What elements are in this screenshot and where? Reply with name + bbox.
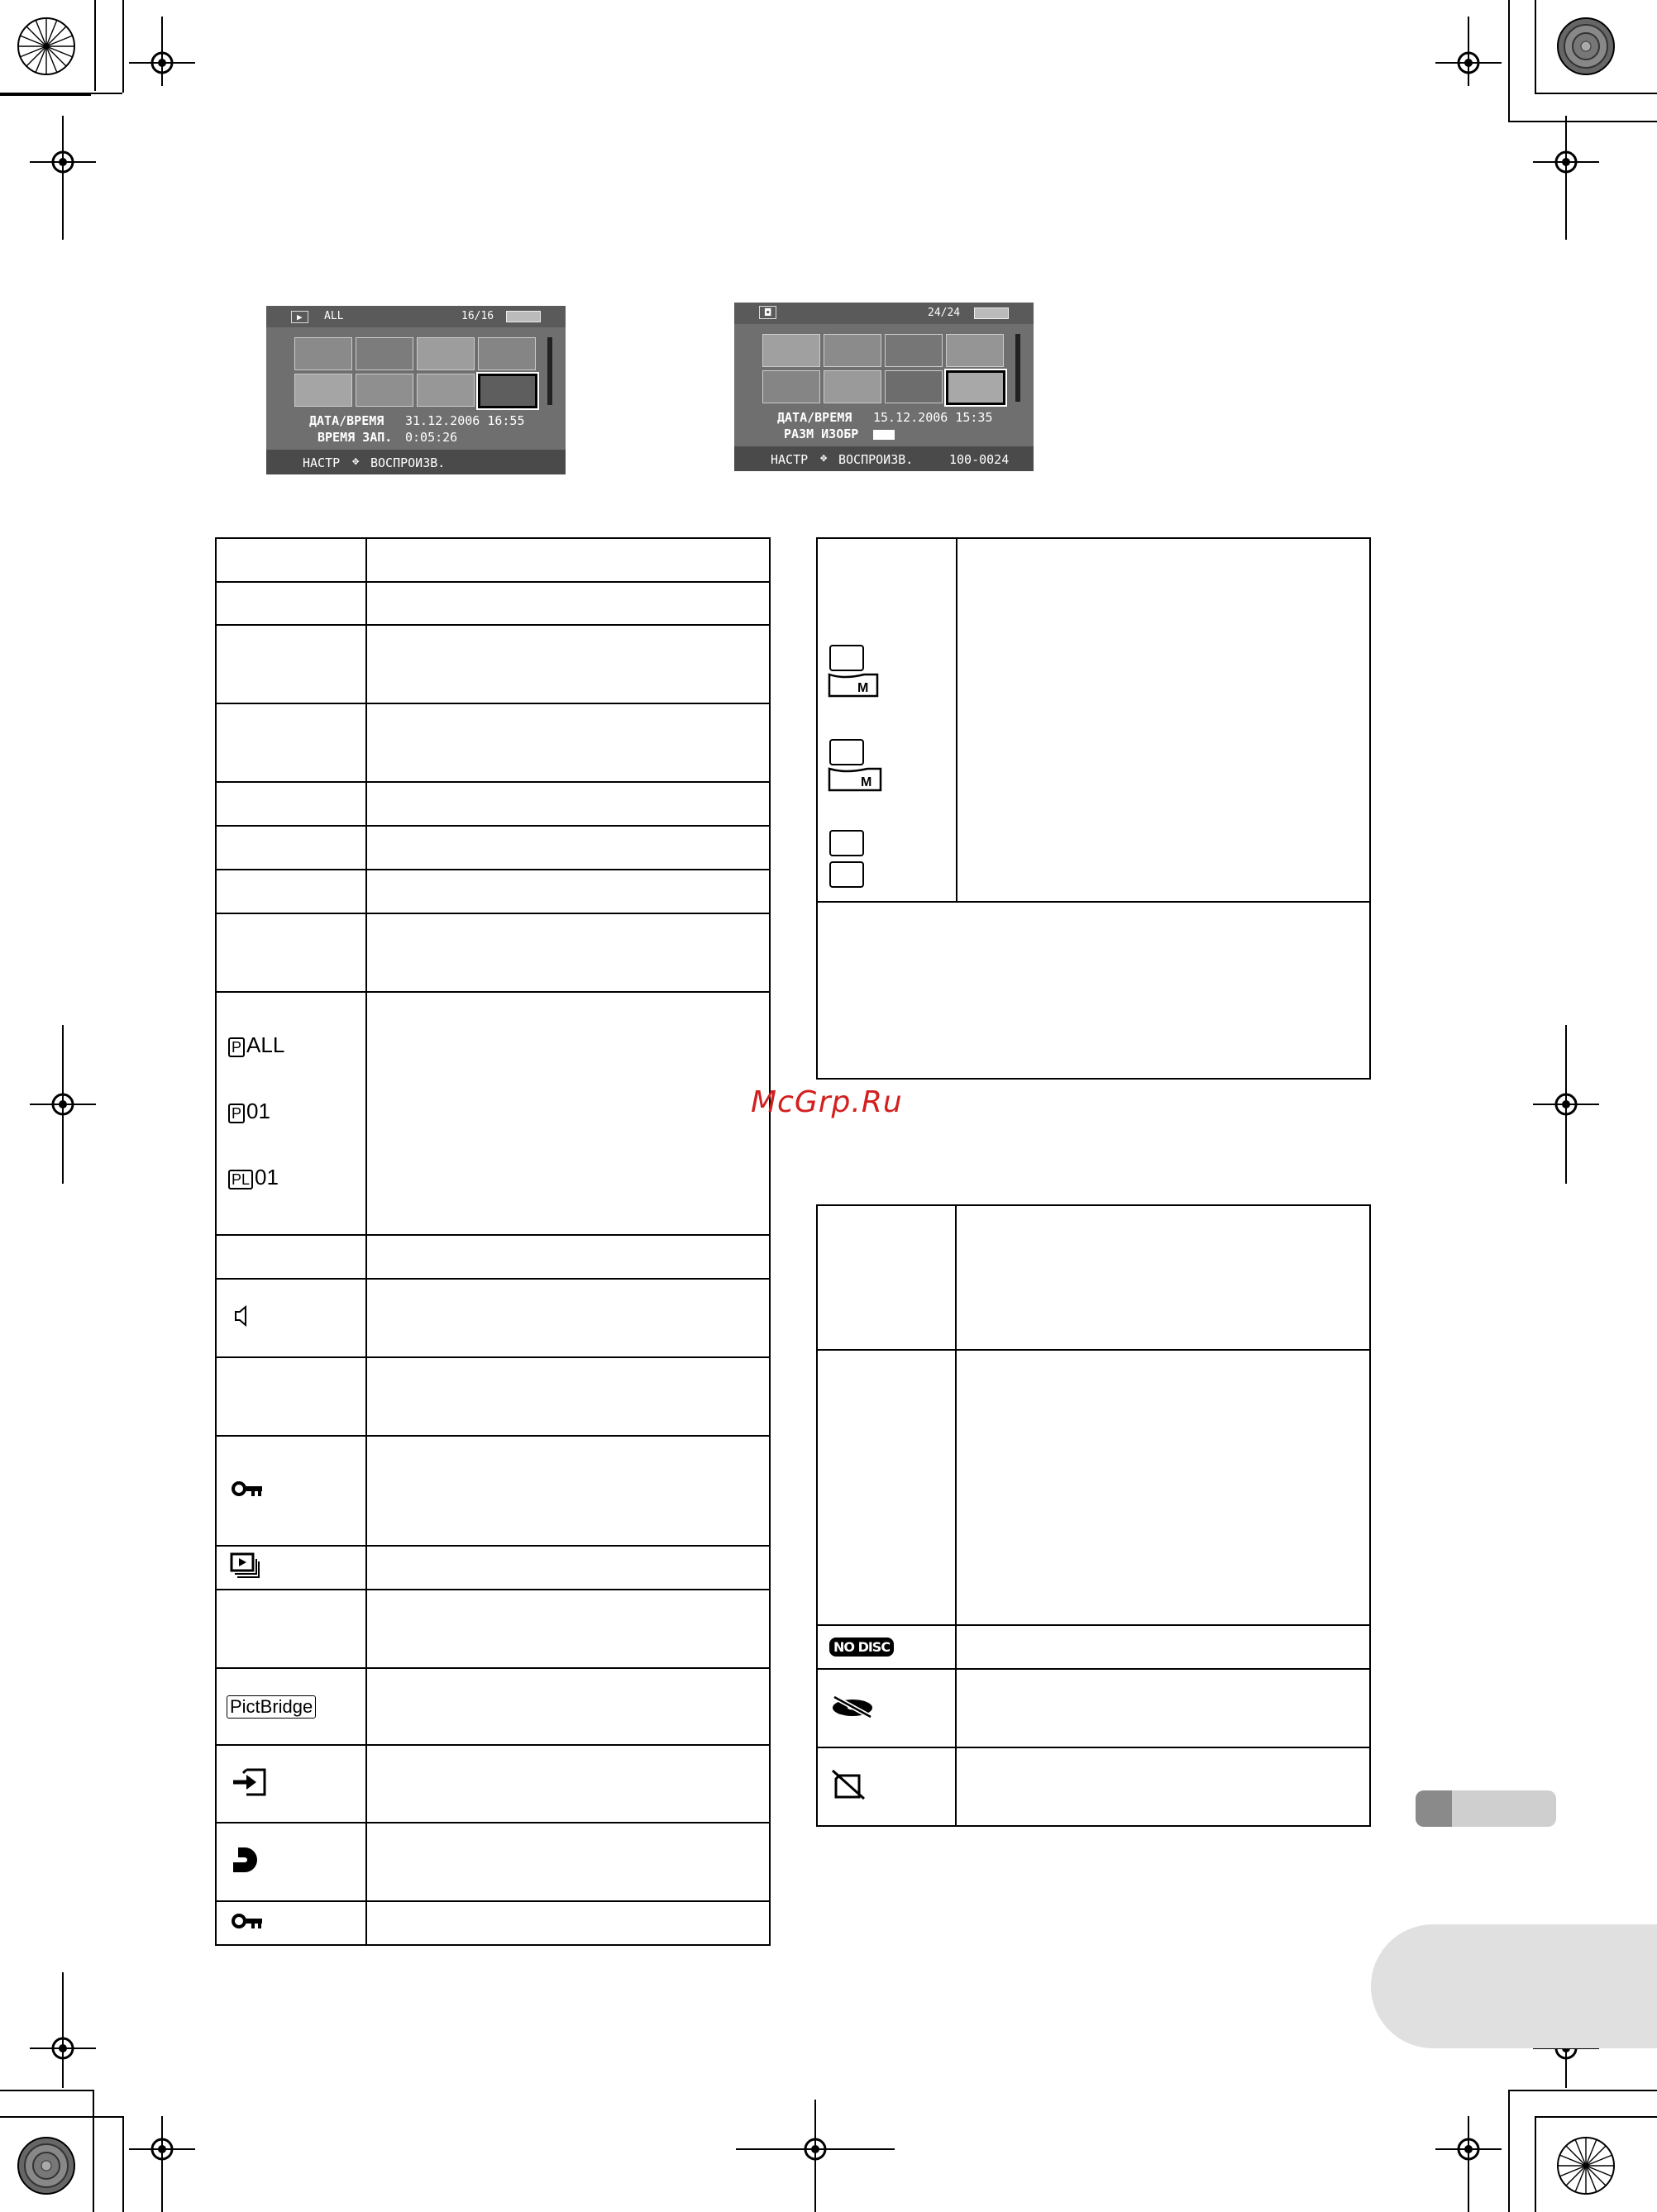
svg-text:M: M — [857, 681, 869, 695]
lcd-screen-video — [266, 306, 566, 474]
table-cell — [817, 1625, 956, 1669]
table-cell — [366, 1357, 770, 1436]
table-cell — [817, 1350, 956, 1625]
table-cell — [817, 1747, 956, 1826]
table-cell — [956, 1205, 1370, 1350]
registration-disc-icon — [1556, 17, 1616, 76]
table-cell — [957, 538, 1370, 902]
thumbnail-selected[interactable] — [478, 374, 537, 408]
section-tab-marker — [1416, 1790, 1452, 1827]
table-cell — [216, 1436, 366, 1546]
table-cell — [366, 1901, 770, 1945]
aspect-m-icon — [828, 671, 879, 698]
lcd-counter: 24/24 — [928, 307, 961, 319]
table-cell — [366, 625, 770, 703]
table-cell — [216, 538, 366, 582]
table-cell — [216, 1590, 366, 1668]
table-cell — [366, 582, 770, 625]
table-cell — [216, 782, 366, 826]
table-cell — [216, 1745, 366, 1823]
table-cell — [216, 1823, 366, 1901]
table-cell — [366, 782, 770, 826]
key-icon — [232, 1480, 265, 1498]
aspect-m-icon — [828, 765, 882, 792]
p-icon: P — [228, 1104, 245, 1123]
scrollbar[interactable] — [1015, 334, 1020, 402]
table-cell — [216, 1357, 366, 1436]
thumbnail[interactable] — [356, 337, 413, 370]
key-icon — [232, 1912, 265, 1930]
svg-text:M: M — [861, 775, 872, 789]
battery-icon — [974, 307, 1009, 319]
thumbnail[interactable] — [946, 334, 1004, 367]
lcd-top-bar — [266, 306, 566, 327]
aspect-box-icon — [829, 861, 864, 888]
thumbnail[interactable] — [294, 337, 352, 370]
insert-icon — [232, 1766, 268, 1798]
right-icon-table-top — [816, 537, 1371, 1080]
date-value: 31.12.2006 16:55 — [405, 413, 525, 428]
table-cell — [366, 1823, 770, 1901]
page-number-badge — [1371, 1924, 1657, 2048]
table-cell — [216, 1668, 366, 1745]
camera-icon: ◘ — [759, 306, 776, 319]
pictbridge-icon: PictBridge — [227, 1695, 316, 1719]
thumbnail[interactable] — [417, 374, 475, 407]
lcd-mode-label: ALL — [324, 310, 344, 322]
slideshow-icon — [230, 1552, 260, 1579]
date-label: ДАТА/ВРЕМЯ — [309, 413, 384, 428]
lcd-bottom-bar — [734, 446, 1034, 471]
thumbnail[interactable] — [478, 337, 536, 370]
table-cell — [216, 703, 366, 782]
date-value: 15.12.2006 15:35 — [873, 410, 993, 425]
table-cell — [366, 1745, 770, 1823]
battery-icon — [506, 311, 541, 322]
table-cell — [956, 1625, 1370, 1669]
table-cell — [956, 1747, 1370, 1826]
table-cell — [216, 992, 366, 1235]
scrollbar[interactable] — [547, 337, 552, 405]
table-cell — [216, 1546, 366, 1590]
disc-crossed-icon — [829, 1694, 876, 1719]
thumbnail-selected[interactable] — [946, 370, 1005, 405]
table-cell — [366, 538, 770, 582]
table-cell — [366, 1546, 770, 1590]
lcd-bottom-bar — [266, 450, 566, 474]
table-cell — [216, 625, 366, 703]
no-disc-icon: NO DISC — [829, 1638, 894, 1657]
table-cell — [366, 1668, 770, 1745]
table-cell — [216, 870, 366, 913]
aspect-box-icon — [829, 830, 864, 856]
date-label: ДАТА/ВРЕМЯ — [777, 410, 852, 425]
table-cell — [216, 582, 366, 625]
p-icon: P — [228, 1037, 245, 1057]
lcd-screen-photo — [734, 303, 1034, 471]
left-icon-table — [215, 537, 771, 1946]
table-cell — [366, 826, 770, 870]
table-cell — [956, 1669, 1370, 1747]
thumbnail[interactable] — [885, 334, 943, 367]
play-label: ВОСПРОИЗВ. — [838, 452, 914, 467]
playlist-all-icon: P ALL — [228, 1032, 284, 1058]
table-cell — [817, 1205, 956, 1350]
registration-wheel-icon — [1556, 2136, 1616, 2195]
lcd-top-bar — [734, 303, 1034, 324]
lcd-counter: 16/16 — [461, 310, 494, 322]
table-cell — [366, 1279, 770, 1357]
table-cell — [366, 870, 770, 913]
aspect-box-icon — [829, 739, 864, 765]
thumbnail[interactable] — [762, 370, 820, 403]
joystick-icon: ✥ — [352, 455, 360, 468]
table-cell — [216, 1235, 366, 1279]
table-cell — [366, 1436, 770, 1546]
playlist-01-icon: P 01 — [228, 1099, 270, 1124]
size-label: РАЗМ ИЗОБР — [784, 427, 859, 441]
picture-size-icon — [873, 430, 895, 440]
table-cell — [956, 1350, 1370, 1625]
table-cell — [216, 913, 366, 992]
registration-wheel-icon — [17, 17, 76, 76]
table-cell — [216, 1279, 366, 1357]
table-cell — [366, 1590, 770, 1668]
watermark: McGrp.Ru — [751, 1085, 903, 1119]
thumbnail[interactable] — [356, 374, 413, 407]
playlist-pl01-icon: PL 01 — [228, 1165, 279, 1190]
file-number: 100-0024 — [949, 452, 1010, 467]
table-cell — [817, 1669, 956, 1747]
thumbnail[interactable] — [824, 370, 881, 403]
table-cell — [366, 703, 770, 782]
rec-time-label: ВРЕМЯ ЗАП. — [318, 430, 393, 445]
menu-label: НАСТР — [771, 452, 809, 467]
aspect-box-icon — [829, 645, 864, 671]
rec-time-value: 0:05:26 — [405, 430, 458, 445]
registration-disc-icon — [17, 2136, 76, 2195]
thumbnail[interactable] — [762, 334, 820, 367]
pl-icon: PL — [228, 1170, 253, 1189]
thumbnail[interactable] — [417, 337, 475, 370]
table-cell — [366, 1235, 770, 1279]
thumbnail[interactable] — [294, 374, 352, 407]
d-icon — [232, 1846, 261, 1874]
table-cell — [216, 1901, 366, 1945]
thumbnail[interactable] — [885, 370, 943, 403]
speaker-icon — [233, 1304, 253, 1328]
table-cell — [366, 992, 770, 1235]
table-cell — [366, 913, 770, 992]
play-icon: ▶ — [291, 311, 308, 323]
joystick-icon: ✥ — [820, 451, 828, 465]
table-cell — [817, 538, 957, 902]
menu-label: НАСТР — [303, 455, 341, 470]
play-label: ВОСПРОИЗВ. — [370, 455, 446, 470]
card-crossed-icon — [831, 1769, 866, 1800]
thumbnail[interactable] — [824, 334, 881, 367]
table-cell — [817, 902, 1370, 1079]
right-icon-table-bottom — [816, 1204, 1371, 1827]
table-cell — [216, 826, 366, 870]
